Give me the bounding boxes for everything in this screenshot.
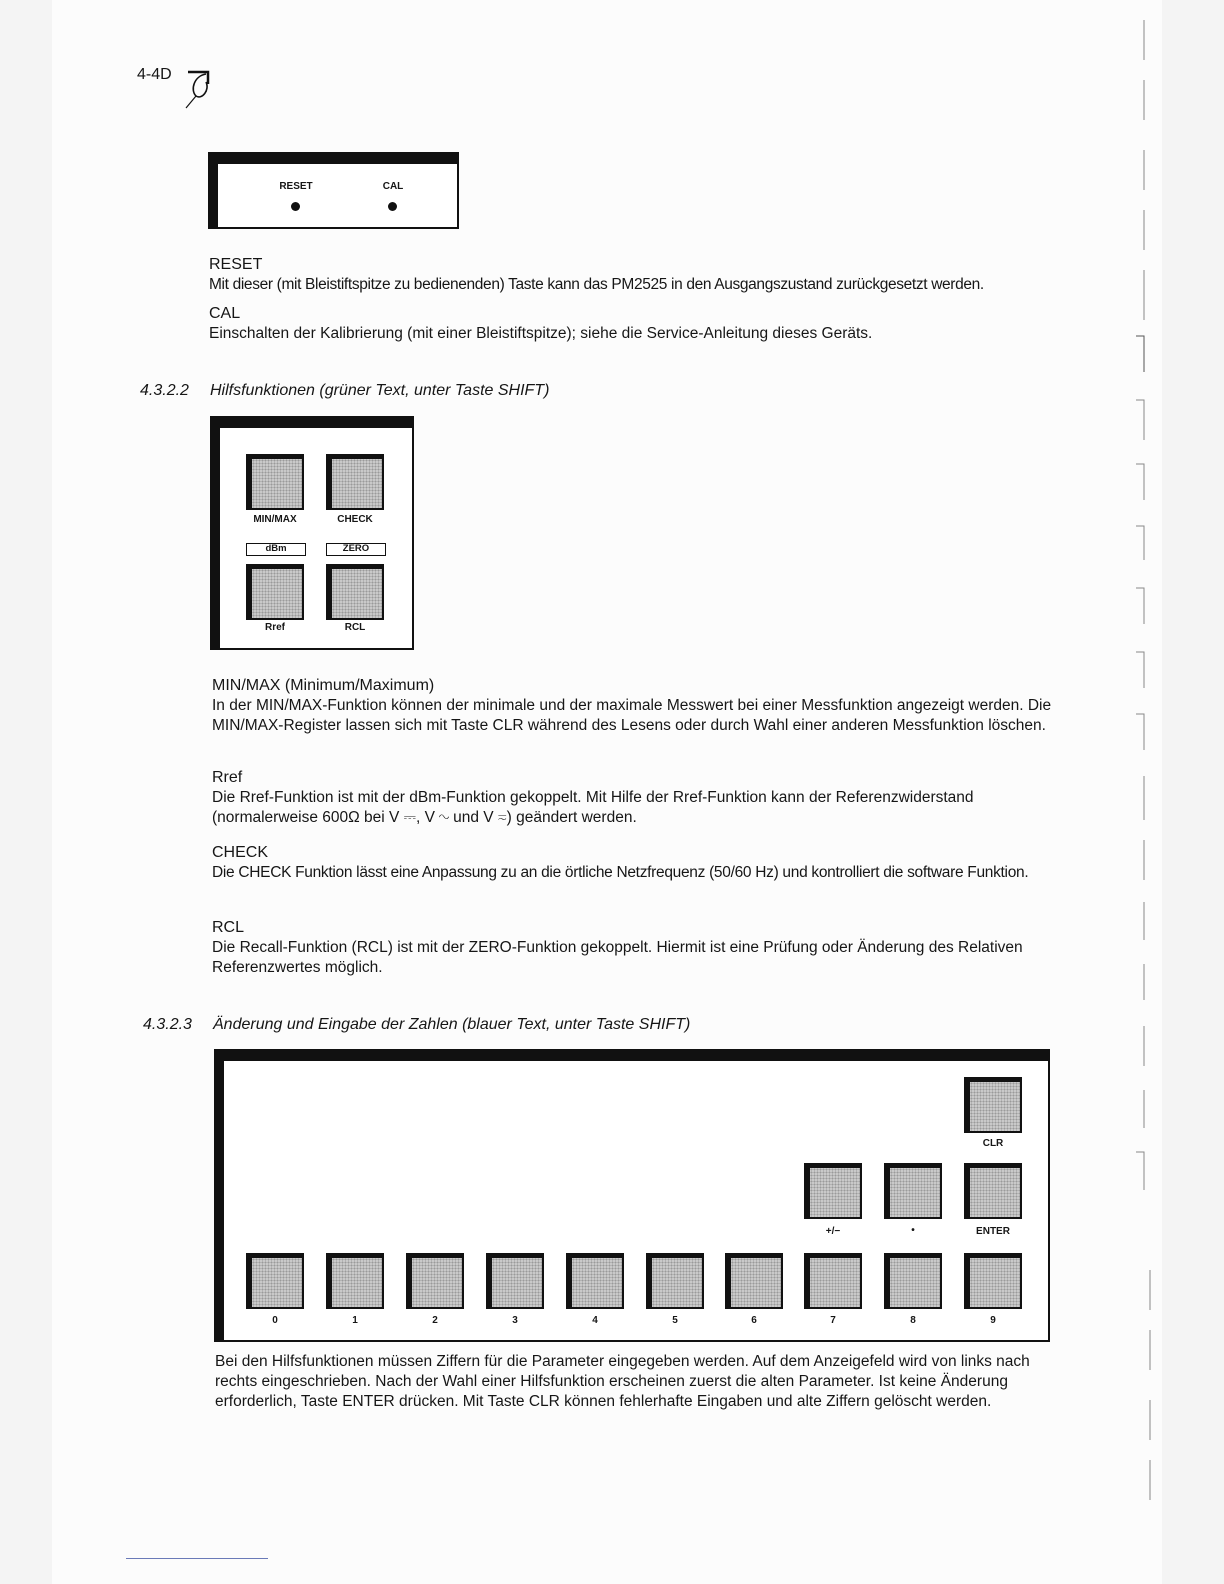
digit-key-1[interactable] [326,1253,384,1309]
digit-key-5[interactable] [646,1253,704,1309]
digit-key-label-9: 9 [990,1315,996,1326]
digit-key-3[interactable] [486,1253,544,1309]
reset-title: RESET [209,256,263,273]
rcl-title: RCL [212,919,245,936]
reset-text: Mit dieser (mit Bleistiftspitze zu bedienenden) Taste kann das PM2525 in den Ausgangszustand zurückgesetzt werden. [209,276,984,293]
check-key-label: CHECK [337,514,373,525]
digit-key-label-5: 5 [672,1315,678,1326]
cal-label: CAL [382,181,404,192]
digit-key-label-0: 0 [272,1315,278,1326]
enter-key-label: ENTER [976,1226,1010,1237]
rcl-key-label: RCL [344,622,366,633]
minmax-key-label: MIN/MAX [253,514,297,525]
minmax-key[interactable] [246,454,304,510]
reset-button[interactable] [291,202,300,211]
section-4323-heading [143,1016,690,1034]
digit-key-label-1: 1 [352,1315,358,1326]
minmax-title: MIN/MAX (Minimum/Maximum) [212,677,435,694]
clr-key[interactable] [964,1077,1022,1133]
zero-label: ZERO [326,543,386,556]
digit-key-9[interactable] [964,1253,1022,1309]
section-4323-title: Änderung und Eingabe der Zahlen (blauer Text, unter Taste SHIFT) [213,1016,691,1033]
digit-key-label-6: 6 [751,1315,757,1326]
reset-cal-panel [208,152,459,229]
numeric-keypad-panel [214,1049,1050,1342]
section-4323-number: 4.3.2.3 [143,1016,192,1033]
section-4322-title: Hilfsfunktionen (grüner Text, unter Taste SHIFT) [210,382,550,399]
section-4322-number: 4.3.2.2 [140,382,189,399]
reset-label: RESET [279,181,313,192]
page-number: 4-4D [137,66,172,83]
digit-key-6[interactable] [725,1253,783,1309]
digit-key-8[interactable] [884,1253,942,1309]
dbm-label: dBm [246,543,306,556]
digit-key-label-8: 8 [910,1315,916,1326]
digit-key-7[interactable] [804,1253,862,1309]
decimal-point-key[interactable] [884,1163,942,1219]
reset-description [209,255,1069,295]
digit-key-2[interactable] [406,1253,464,1309]
rcl-text: Die Recall-Funktion (RCL) ist mit der ZERO-Funktion gekoppelt. Hiermit ist eine Prüfung oder Änderung des Relativen Referenzwertes möglich. [212,939,1023,976]
scan-margin-marks [1136,20,1156,1520]
digit-key-4[interactable] [566,1253,624,1309]
cal-text: Einschalten der Kalibrierung (mit einer Bleistiftspitze); siehe die Service-Anleitung dieses Geräts. [209,325,873,342]
rcl-key[interactable] [326,564,384,620]
closing-text: Bei den Hilfsfunktionen müssen Ziffern für die Parameter eingegeben werden. Auf dem Anzeigefeld wird von links nach rechts eingeschrieben. Nach der Wahl einer Hilfsfunktion erscheinen zuerst die alten Parameter. Ist keine Änderung erforderlich, Taste ENTER drücken. Mit Taste CLR können fehlerhafte Eingaben und alte Ziffern gelöscht werden. [215,1353,1030,1410]
rref-title: Rref [212,769,243,786]
footer-rule [126,1558,268,1559]
rref-key-label: Rref [264,622,285,633]
decimal-point-key-label: • [911,1225,915,1236]
clr-key-label: CLR [982,1138,1004,1149]
rref-text: Die Rref-Funktion ist mit der dBm-Funktion gekoppelt. Mit Hilfe der Rref-Funktion kann der Referenzwiderstand (normalerweise 600Ω bei V ⎓, V ∿ und V ≂) geändert werden. [212,789,974,826]
function-keys-panel [210,416,414,650]
section-4322-heading [140,382,549,400]
rref-description [212,768,1052,828]
digit-key-label-7: 7 [830,1315,836,1326]
cal-button[interactable] [388,202,397,211]
digit-key-label-3: 3 [512,1315,518,1326]
check-key[interactable] [326,454,384,510]
check-description [212,843,1052,883]
minmax-description [212,676,1052,736]
digit-key-label-2: 2 [432,1315,438,1326]
manual-logo-icon [180,66,216,117]
closing-paragraph [215,1352,1053,1412]
enter-key[interactable] [964,1163,1022,1219]
plus-minus-key-label: +/− [825,1226,841,1237]
rcl-description [212,918,1052,978]
digit-key-0[interactable] [246,1253,304,1309]
check-text: Die CHECK Funktion lässt eine Anpassung zu an die örtliche Netzfrequenz (50/60 Hz) und kontrolliert die software Funktion. [212,864,1029,881]
plus-minus-key[interactable] [804,1163,862,1219]
minmax-text: In der MIN/MAX-Funktion können der minimale und der maximale Messwert bei einer Messfunktion angezeigt werden. Die MIN/MAX-Register lassen sich mit Taste CLR während des Lesens oder durch Wahl einer anderen Messfunktion löschen. [212,697,1052,734]
check-title: CHECK [212,844,269,861]
cal-description [209,304,1069,344]
cal-title: CAL [209,305,241,322]
rref-key[interactable] [246,564,304,620]
digit-key-label-4: 4 [592,1315,598,1326]
